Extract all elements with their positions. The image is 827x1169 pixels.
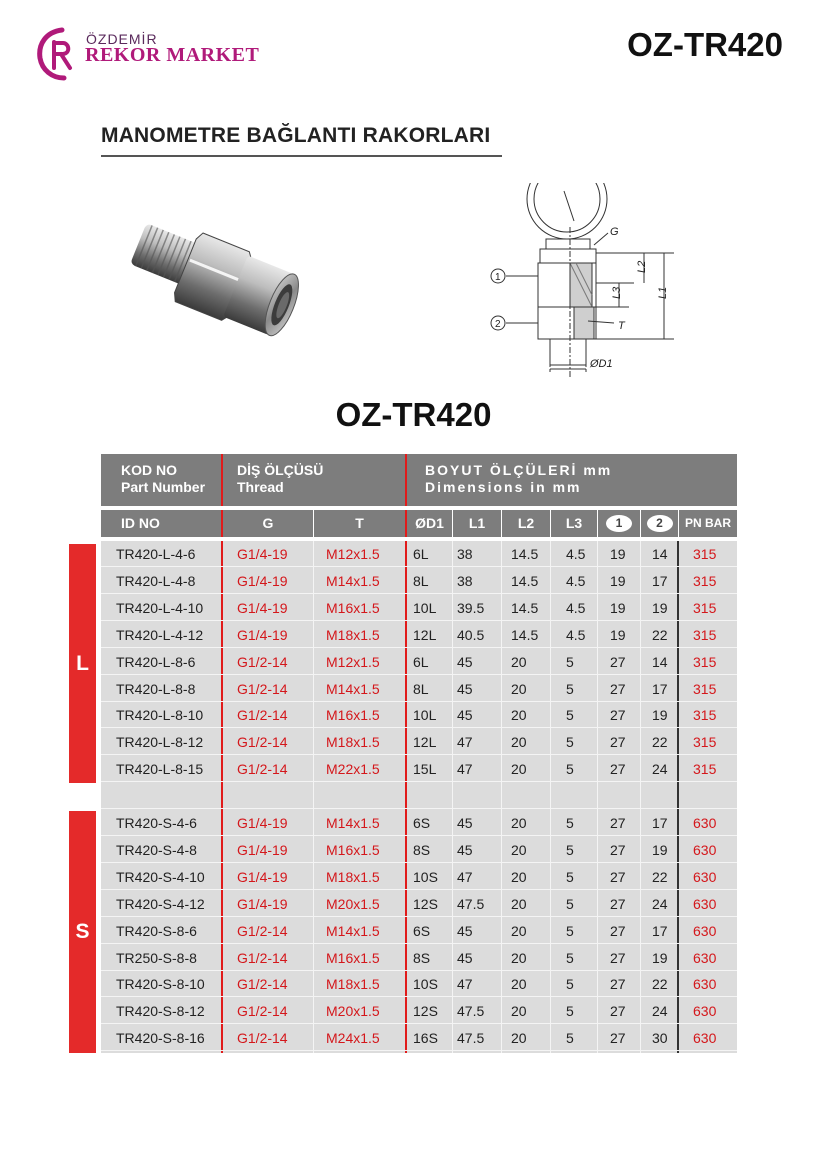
table-cell: M16x1.5 <box>326 841 380 858</box>
table-cell: G1/2-14 <box>237 734 288 751</box>
table-cell: 27 <box>610 680 626 697</box>
table-cell: TR420-S-8-6 <box>116 922 197 939</box>
table-cell: TR250-S-8-8 <box>116 949 197 966</box>
brand-top-text: ÖZDEMİR <box>86 31 158 47</box>
table-cell: 10L <box>413 707 437 724</box>
col-l3: L3 <box>565 515 583 531</box>
table-group-header <box>101 454 737 506</box>
table-cell: 14 <box>652 546 668 562</box>
table-cell: 315 <box>693 599 717 616</box>
table-cell: 5 <box>566 841 574 858</box>
table-cell: 45 <box>457 841 473 858</box>
table-row <box>101 568 737 594</box>
table-cell: TR420-S-8-16 <box>116 1030 205 1047</box>
table-cell: 5 <box>566 680 574 697</box>
table-cell: G1/2-14 <box>237 680 288 697</box>
table-cell: TR420-L-4-8 <box>116 572 196 589</box>
col-t: T <box>355 515 364 531</box>
table-cell: M14x1.5 <box>326 922 380 939</box>
table-cell: 630 <box>693 895 717 912</box>
table-cell: TR420-L-8-8 <box>116 680 196 697</box>
table-cell: 315 <box>693 761 717 778</box>
table-cell: 17 <box>652 922 668 939</box>
table-row <box>101 702 737 728</box>
table-cell: 630 <box>693 868 717 885</box>
table-cell: 19 <box>610 599 626 616</box>
table-cell: 20 <box>511 761 527 778</box>
product-code-header: OZ-TR420 <box>627 26 783 63</box>
table-cell: 20 <box>511 922 527 939</box>
table-cell: 630 <box>693 841 717 858</box>
table-cell: 20 <box>511 734 527 751</box>
table-cell: TR420-S-4-10 <box>116 868 205 885</box>
col-g: G <box>262 515 274 531</box>
table-cell: M20x1.5 <box>326 895 380 912</box>
table-cell: 19 <box>652 949 668 966</box>
table-cell: 19 <box>652 841 668 858</box>
table-cell: 47 <box>457 734 473 751</box>
table-cell: 12S <box>413 1003 438 1020</box>
table-row <box>101 622 737 648</box>
table-cell: TR420-L-4-6 <box>116 546 196 562</box>
table-cell: G1/4-19 <box>237 626 288 643</box>
table-row <box>101 837 737 863</box>
table-cell: 5 <box>566 949 574 966</box>
table-cell: 47.5 <box>457 1030 485 1047</box>
table-cell: 10L <box>413 599 437 616</box>
table-cell: 630 <box>693 976 717 993</box>
table-cell: 12L <box>413 734 437 751</box>
table-cell: G1/4-19 <box>237 599 288 616</box>
table-cell: 40.5 <box>457 626 485 643</box>
table-cell: 630 <box>693 922 717 939</box>
table-cell: 5 <box>566 707 574 724</box>
col-l1: L1 <box>468 515 486 531</box>
table-cell: 47 <box>457 761 473 778</box>
table-cell: 20 <box>511 707 527 724</box>
table-cell: 47 <box>457 868 473 885</box>
table-cell: 27 <box>610 734 626 751</box>
parts-table <box>101 541 737 1053</box>
table-cell: G1/2-14 <box>237 707 288 724</box>
table-cell: 20 <box>511 841 527 858</box>
diagram-label-g: G <box>610 226 619 238</box>
diagram-marker-1: 1 <box>495 272 501 283</box>
table-row <box>101 864 737 890</box>
table-cell: 27 <box>610 653 626 670</box>
hex-1-icon: 1 <box>606 515 632 532</box>
table-cell: TR420-L-8-10 <box>116 707 204 724</box>
col-id-no: ID NO <box>121 515 160 531</box>
table-cell: G1/4-19 <box>237 841 288 858</box>
diagram-label-l1: L1 <box>657 286 669 299</box>
table-cell: 27 <box>610 1003 626 1020</box>
table-row <box>101 649 737 675</box>
table-cell: 16S <box>413 1030 438 1047</box>
table-cell: 38 <box>457 546 473 562</box>
table-row-spacer <box>101 783 737 809</box>
table-cell: 20 <box>511 949 527 966</box>
table-cell: 27 <box>610 868 626 885</box>
table-cell: 17 <box>652 572 668 589</box>
table-cell: 10S <box>413 868 438 885</box>
table-cell: 17 <box>652 680 668 697</box>
table-cell: M16x1.5 <box>326 599 380 616</box>
col-pn-bar: PN BAR <box>684 516 731 530</box>
table-cell: 24 <box>652 895 668 912</box>
table-cell: G1/4-19 <box>237 546 288 562</box>
table-cell: 20 <box>511 868 527 885</box>
table-cell: M16x1.5 <box>326 707 380 724</box>
table-cell: 5 <box>566 653 574 670</box>
table-cell: TR420-L-4-12 <box>116 626 204 643</box>
table-cell: 27 <box>610 841 626 858</box>
table-cell: 315 <box>693 626 717 643</box>
table-cell: 22 <box>652 868 668 885</box>
table-row <box>101 971 737 997</box>
table-cell: 630 <box>693 1003 717 1020</box>
table-cell: 19 <box>652 599 668 616</box>
table-cell: 315 <box>693 734 717 751</box>
table-cell: 5 <box>566 976 574 993</box>
thread-header: DİŞ ÖLÇÜSÜ Thread <box>237 462 324 495</box>
diagram-label-t: T <box>618 320 625 332</box>
section-underline <box>101 155 502 157</box>
brand-logo <box>36 26 266 82</box>
table-cell: G1/2-14 <box>237 653 288 670</box>
table-cell: 5 <box>566 868 574 885</box>
table-cell: 5 <box>566 922 574 939</box>
table-row <box>101 676 737 702</box>
table-cell: TR420-L-8-6 <box>116 653 196 670</box>
table-cell: 4.5 <box>566 546 586 562</box>
diagram-label-l2: L2 <box>636 260 648 273</box>
table-cell: M14x1.5 <box>326 680 380 697</box>
table-row <box>101 595 737 621</box>
table-cell: 315 <box>693 546 717 562</box>
table-cell: 6L <box>413 653 429 670</box>
table-cell: 45 <box>457 653 473 670</box>
table-row <box>101 918 737 944</box>
table-cell: 14 <box>652 653 668 670</box>
table-row <box>101 729 737 755</box>
table-cell: TR420-S-8-12 <box>116 1003 205 1020</box>
table-cell: 19 <box>610 572 626 589</box>
col-l2: L2 <box>517 515 535 531</box>
table-cell: 22 <box>652 976 668 993</box>
table-cell: 315 <box>693 707 717 724</box>
table-cell: M18x1.5 <box>326 976 380 993</box>
table-cell: G1/2-14 <box>237 761 288 778</box>
table-row <box>101 998 737 1024</box>
table-cell: 6L <box>413 546 429 562</box>
hex-2-icon: 2 <box>647 515 673 532</box>
table-cell: 14.5 <box>511 626 539 643</box>
table-cell: 315 <box>693 572 717 589</box>
table-cell: 5 <box>566 761 574 778</box>
table-cell: M18x1.5 <box>326 626 380 643</box>
col-d1: ØD1 <box>415 515 444 531</box>
table-cell: 19 <box>610 626 626 643</box>
diagram-label-l3: L3 <box>611 286 623 299</box>
table-cell: G1/4-19 <box>237 815 288 831</box>
diagram-label-d1: ØD1 <box>590 358 613 370</box>
table-cell: M18x1.5 <box>326 868 380 885</box>
table-cell: 630 <box>693 815 717 831</box>
table-cell: 22 <box>652 626 668 643</box>
table-cell: 20 <box>511 976 527 993</box>
table-row <box>101 756 737 782</box>
table-cell: 19 <box>610 546 626 562</box>
table-cell: 14.5 <box>511 572 539 589</box>
table-cell: 14.5 <box>511 599 539 616</box>
technical-diagram <box>484 183 684 388</box>
table-cell: M16x1.5 <box>326 949 380 966</box>
table-cell: M12x1.5 <box>326 546 380 562</box>
table-cell: 47.5 <box>457 1003 485 1020</box>
table-cell: 10S <box>413 976 438 993</box>
table-cell: 38 <box>457 572 473 589</box>
brand-main-text: REKOR MARKET <box>85 44 260 66</box>
table-cell: M18x1.5 <box>326 734 380 751</box>
table-row <box>101 541 737 567</box>
table-cell: M20x1.5 <box>326 1003 380 1020</box>
table-cell: 27 <box>610 1030 626 1047</box>
table-cell: 27 <box>610 976 626 993</box>
table-row <box>101 945 737 971</box>
table-cell: 5 <box>566 1003 574 1020</box>
table-cell: 27 <box>610 922 626 939</box>
table-cell: 22 <box>652 734 668 751</box>
table-cell: 45 <box>457 949 473 966</box>
table-cell: M24x1.5 <box>326 1030 380 1047</box>
table-cell: G1/2-14 <box>237 1003 288 1020</box>
table-cell: 15L <box>413 761 437 778</box>
table-cell: 19 <box>652 707 668 724</box>
table-cell: G1/2-14 <box>237 922 288 939</box>
logo-mark-icon <box>36 26 86 82</box>
table-cell: 45 <box>457 922 473 939</box>
table-cell: G1/2-14 <box>237 976 288 993</box>
table-cell: 12L <box>413 626 437 643</box>
table-cell: 20 <box>511 815 527 831</box>
group-label-s: S <box>69 811 96 1053</box>
table-cell: 20 <box>511 1003 527 1020</box>
table-cell: 315 <box>693 680 717 697</box>
table-cell: TR420-S-8-10 <box>116 976 205 993</box>
table-cell: 630 <box>693 1030 717 1047</box>
table-cell: 20 <box>511 680 527 697</box>
table-cell: 4.5 <box>566 599 586 616</box>
table-cell: 4.5 <box>566 572 586 589</box>
table-cell: G1/2-14 <box>237 1030 288 1047</box>
product-image <box>128 212 308 347</box>
table-cell: 630 <box>693 949 717 966</box>
col-wrench-1 <box>598 510 640 537</box>
table-cell: TR420-S-4-6 <box>116 815 197 831</box>
table-cell: 12S <box>413 895 438 912</box>
table-cell: 20 <box>511 653 527 670</box>
table-row <box>101 1025 737 1051</box>
table-cell: 47 <box>457 976 473 993</box>
table-cell: TR420-L-8-15 <box>116 761 204 778</box>
table-cell: 45 <box>457 815 473 831</box>
group-label-l: L <box>69 544 96 783</box>
table-cell: G1/4-19 <box>237 868 288 885</box>
dimensions-header: BOYUT ÖLÇÜLERİ mm Dimensions in mm <box>425 462 613 495</box>
diagram-marker-2: 2 <box>495 319 501 330</box>
table-cell: 20 <box>511 895 527 912</box>
table-cell: 8S <box>413 841 431 858</box>
table-cell: 20 <box>511 1030 527 1047</box>
table-cell: TR420-L-4-10 <box>116 599 204 616</box>
product-code-title: OZ-TR420 <box>335 396 492 433</box>
table-cell: 315 <box>693 653 717 670</box>
table-cell: 14.5 <box>511 546 539 562</box>
table-cell: 5 <box>566 734 574 751</box>
table-cell: 24 <box>652 761 668 778</box>
table-cell: 4.5 <box>566 626 586 643</box>
table-cell: 8S <box>413 949 431 966</box>
table-cell: TR420-S-4-12 <box>116 895 205 912</box>
table-cell: 17 <box>652 815 668 831</box>
table-cell: 27 <box>610 707 626 724</box>
table-cell: 27 <box>610 949 626 966</box>
table-cell: 5 <box>566 895 574 912</box>
table-row <box>101 810 737 836</box>
table-cell: TR420-S-4-8 <box>116 841 197 858</box>
table-cell: 27 <box>610 815 626 831</box>
table-cell: M12x1.5 <box>326 653 380 670</box>
table-cell: 45 <box>457 707 473 724</box>
table-cell: 39.5 <box>457 599 485 616</box>
table-cell: M22x1.5 <box>326 761 380 778</box>
table-cell: 5 <box>566 1030 574 1047</box>
table-cell: G1/4-19 <box>237 572 288 589</box>
table-cell: 30 <box>652 1030 668 1047</box>
table-cell: 6S <box>413 815 431 831</box>
table-cell: M14x1.5 <box>326 572 380 589</box>
table-cell: 27 <box>610 895 626 912</box>
table-cell: G1/4-19 <box>237 895 288 912</box>
table-cell: M14x1.5 <box>326 815 380 831</box>
table-cell: 8L <box>413 680 429 697</box>
table-row <box>101 891 737 917</box>
section-title: MANOMETRE BAĞLANTI RAKORLARI <box>101 124 491 147</box>
kod-no-header: KOD NO Part Number <box>121 462 206 495</box>
table-cell: 45 <box>457 680 473 697</box>
table-cell: 6S <box>413 922 431 939</box>
table-column-header <box>101 510 737 537</box>
table-cell: 24 <box>652 1003 668 1020</box>
table-cell: 27 <box>610 761 626 778</box>
table-cell: 5 <box>566 815 574 831</box>
table-cell: 8L <box>413 572 429 589</box>
col-wrench-2 <box>641 510 678 537</box>
table-cell: TR420-L-8-12 <box>116 734 204 751</box>
table-cell: 47.5 <box>457 895 485 912</box>
table-cell: G1/2-14 <box>237 949 288 966</box>
